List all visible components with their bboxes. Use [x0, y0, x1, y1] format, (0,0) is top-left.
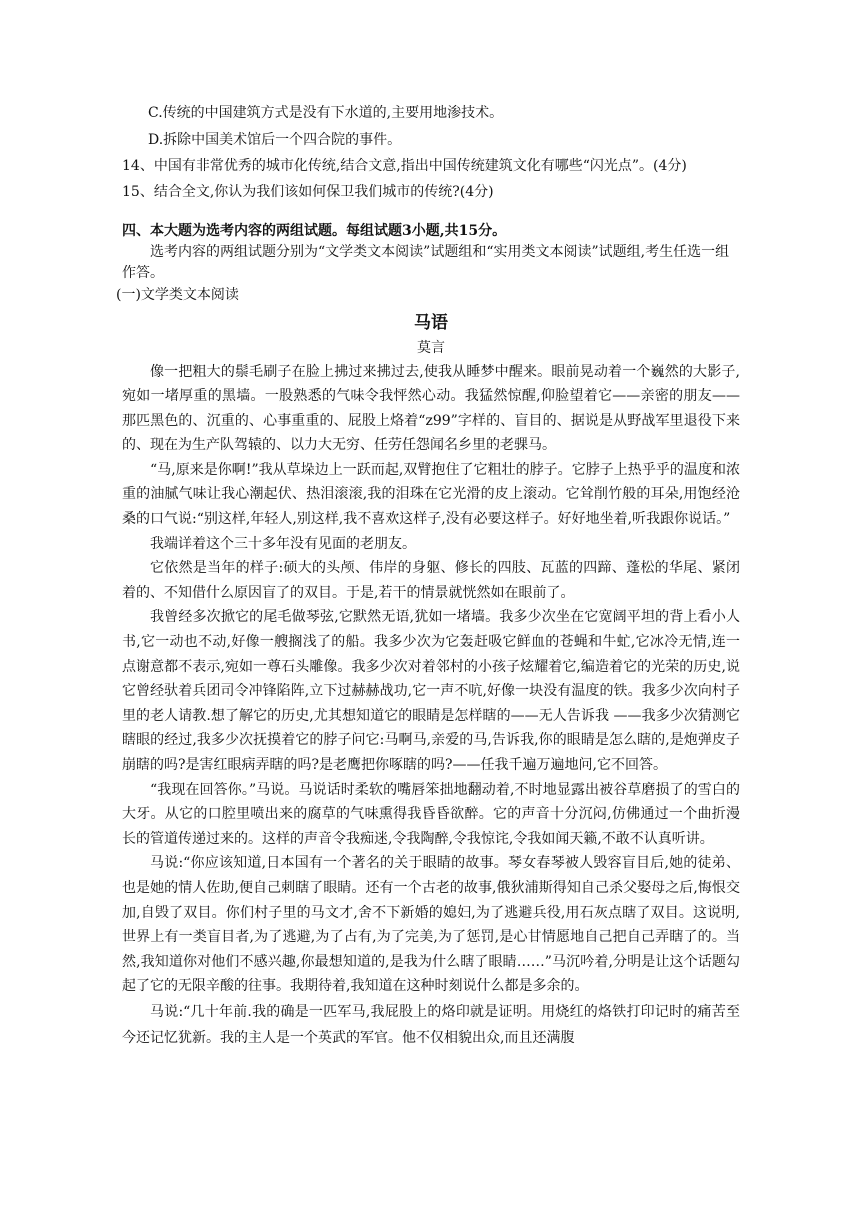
article-paragraph: 它依然是当年的样子:硕大的头颅、伟岸的身躯、修长的四肢、瓦蓝的四蹄、蓬松的华尾、紧闭着的、不知借什么原因盲了的双目。于是,若干的情景就恍然如在眼前了。 [122, 560, 740, 601]
article-paragraph: 像一把粗大的鬃毛刷子在脸上拂过来拂过去,使我从睡梦中醒来。眼前晃动着一个巍然的大影子,宛如一堵厚重的黑墙。一股熟悉的气味令我怦然心动。我猛然惊醒,仰脸望着它——亲密的朋友——那匹黑色的、沉重的、心事重重的、屁股上烙着“z99”字样的、盲目的、据说是从野战军里退役下来的、现在为生产队驾辕的、以力大无穷、任劳任怨闻名乡里的老骒马。 [122, 363, 740, 454]
article-paragraph: “我现在回答你。”马说。马说话时柔软的嘴唇笨拙地翻动着,不时地显露出被谷草磨损了的雪白的大牙。从它的口腔里喷出来的腐草的气味熏得我昏昏欲醉。它的声音十分沉闷,仿佛通过一个曲折漫长的管道传递过来的。这样的声音令我痴迷,令我陶醉,令我惊诧,令我如闻天籁,不敢不认真听讲。 [122, 781, 740, 847]
article-title: 马语 [414, 312, 448, 333]
section-intro: 选考内容的两组试题分别为“文学类文本阅读”试题组和“实用类文本阅读”试题组,考生任选一组作答。 [122, 243, 730, 281]
question-14-text: 14、中国有非常优秀的城市化传统,结合文意,指出中国传统建筑文化有哪些“闪光点”。(4分) [122, 158, 687, 174]
section-heading: 四、本大题为选考内容的两组试题。每组试题3小题,共15分。 [122, 222, 507, 239]
section-subheading: (一)文学类文本阅读 [116, 286, 239, 303]
option-d: D.拆除中国美术馆后一个四合院的事件。 [148, 131, 402, 148]
option-c: C.传统的中国建筑方式是没有下水道的,主要用地渗技术。 [148, 105, 504, 121]
article-author: 莫言 [417, 339, 445, 356]
article-paragraph: 我曾经多次掀它的尾毛做琴弦,它默然无语,犹如一堵墙。我多少次坐在它宽阔平坦的背上看小人书,它一动也不动,好像一艘搁浅了的船。我多少次为它轰赶吸它鲜血的苍蝇和牛虻,它冰冷无情,连一点谢意都不表示,宛如一尊石头雕像。我多少次对着邻村的小孩子炫耀着它,编造着它的光荣的历史,说它曾经驮着兵团司令冲锋陷阵,立下过赫赫战功,它一声不吭,好像一块没有温度的铁。我多少次向村子里的老人请教.想了解它的历史,尤其想知道它的眼睛是怎样瞎的——无人告诉我 ——我多少次猜测它瞎眼的经过,我多少次抚摸着它的脖子问它:马啊马,亲爱的马,告诉我,你的眼睛是怎么瞎的,是炮弹皮子崩瞎的吗?是害红眼病弄瞎的吗?是老鹰把你啄瞎的吗?——任我千遍万遍地问,它不回答。 [122, 609, 740, 773]
question-14 [122, 153, 740, 179]
article-paragraph: 马说:“几十年前.我的确是一匹军马,我屁股上的烙印就是证明。用烧红的烙铁打印记时的痛苦至今还记忆犹新。我的主人是一个英武的军官。他不仅相貌出众,而且还满腹 [122, 1003, 740, 1046]
article-paragraph: 我端详着这个三十多年没有见面的老朋友。 [150, 535, 416, 552]
question-15: 15、结合全文,你认为我们该如何保卫我们城市的传统?(4分) [122, 184, 494, 200]
article-paragraph: “马,原来是你啊!”我从草垛边上一跃而起,双臂抱住了它粗壮的脖子。它脖子上热乎乎的温度和浓重的油腻气味让我心潮起伏、热泪滚滚,我的泪珠在它光滑的皮上滚动。它耸削竹般的耳朵,用饱经沧桑的口气说:“别这样,年轻人,别这样,我不喜欢这样子,没有必要这样子。好好地坐着,听我跟你说话。” [122, 461, 740, 528]
article-paragraph: 马说:“你应该知道,日本国有一个著名的关于眼睛的故事。琴女春琴被人毁容盲目后,她的徒弟、也是她的情人佐助,便自己刺瞎了眼睛。还有一个古老的故事,俄狄浦斯得知自己杀父娶母之后,悔恨交加,自毁了双目。你们村子里的马文才,舍不下新婚的媳妇,为了逃避兵役,用石灰点瞎了双目。这说明,世界上有一类盲目者,为了逃避,为了占有,为了完美,为了惩罚,是心甘情愿地自己把自己弄瞎了的。当然,我知道你对他们不感兴趣,你最想知道的,是我为什么瞎了眼睛……”马沉吟着,分明是让这个话题勾起了它的无限辛酸的往事。我期待着,我知道在这种时刻说什么都是多余的。 [122, 855, 740, 995]
